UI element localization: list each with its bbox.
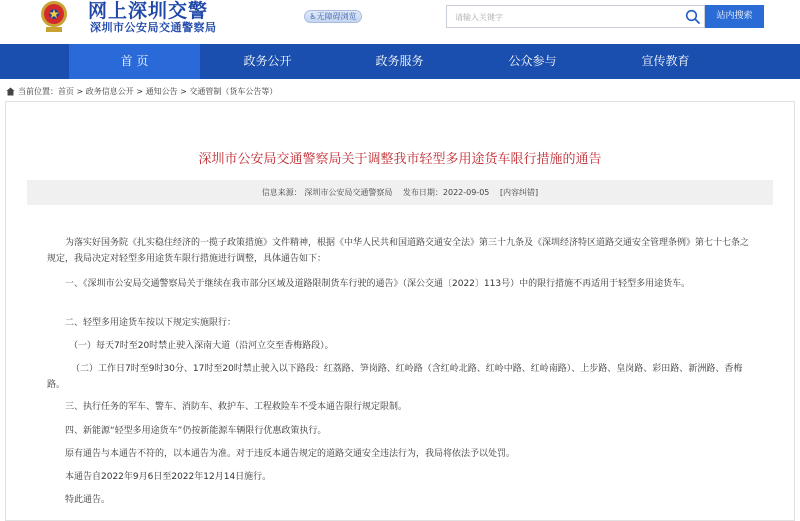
article-paragraph: 本通告自2022年9月6日至2022年12月14日施行。 <box>65 472 272 482</box>
article-date: 发布日期：2022-09-05 <box>402 188 490 197</box>
article-paragraph: （一）每天7时至20时禁止驶入深南大道（沿河立交至香梅路段）。 <box>69 341 334 351</box>
nav-publicity-education[interactable]: 宣传教育 <box>641 54 690 68</box>
article-paragraph: （二）工作日7时至9时30分、17时至20时禁止驶入以下路段：红荔路、笋岗路、红岭路（含红岭北路、红岭中路、红岭南路）、上步路、皇岗路、彩田路、新洲路、香梅路。 <box>47 364 743 390</box>
search-icon[interactable] <box>685 9 701 25</box>
article-paragraph: 原有通告与本通告不符的，以本通告为准。对于违反本通告规定的道路交通安全违法行为，我局将依法予以处罚。 <box>65 449 516 459</box>
nav-government-affairs[interactable]: 政务公开 <box>243 54 292 68</box>
article-meta-bar <box>27 180 773 205</box>
article-paragraph: 四、新能源“轻型多用途货车”仍按新能源车辆限行优惠政策执行。 <box>65 426 327 436</box>
accessibility-button[interactable] <box>304 10 362 23</box>
accessibility-label: 无障碍浏览 <box>316 12 357 21</box>
article-paragraph: 一、《深圳市公安局交通警察局关于继续在我市部分区域及道路限制货车行驶的通告》（深公交通〔2022〕113号）中的限行措施不再适用于轻型多用途货车。 <box>65 279 691 289</box>
breadcrumb <box>6 86 277 97</box>
nav-government-services[interactable]: 政务服务 <box>375 54 424 68</box>
search-box <box>446 5 705 28</box>
site-header <box>0 0 800 44</box>
article-title: 深圳市公安局交通警察局关于调整我市轻型多用途货车限行措施的通告 <box>198 152 602 167</box>
breadcrumb-prefix: 当前位置： <box>18 87 58 96</box>
nav-home[interactable]: 首 页 <box>69 44 200 79</box>
wheelchair-icon: ♿ <box>309 12 317 21</box>
site-title[interactable]: 网上深圳交警 <box>88 0 209 22</box>
main-nav <box>0 44 800 79</box>
home-icon <box>6 87 15 96</box>
article-paragraph: 特此通告。 <box>65 495 111 505</box>
police-emblem-icon <box>38 0 70 34</box>
article-source: 信息来源： 深圳市公安局交通警察局 <box>261 188 393 197</box>
nav-public-participation[interactable]: 公众参与 <box>508 54 557 68</box>
article-paragraph: 为落实好国务院《扎实稳住经济的一揽子政策措施》文件精神，根据《中华人民共和国道路交通安全法》第三十九条及《深圳经济特区道路交通安全管理条例》第七十七条之规定，我局决定对轻型多用途货车限行措施进行调整，具体通告如下： <box>47 238 750 264</box>
content-error-link[interactable]: [内容纠错] <box>499 188 539 197</box>
site-subtitle: 深圳市公安局交通警察局 <box>90 21 217 34</box>
site-search-button[interactable]: 站内搜索 <box>705 5 764 28</box>
article-paragraph: 三、执行任务的军车、警车、消防车、救护车、工程救险车不受本通告限行规定限制。 <box>65 402 408 412</box>
search-input[interactable] <box>455 9 675 25</box>
breadcrumb-trail[interactable]: 首页 > 政务信息公开 > 通知公告 > 交通管制（货车公告等） <box>58 87 278 96</box>
article-paragraph: 二、轻型多用途货车按以下规定实施限行： <box>65 318 237 328</box>
